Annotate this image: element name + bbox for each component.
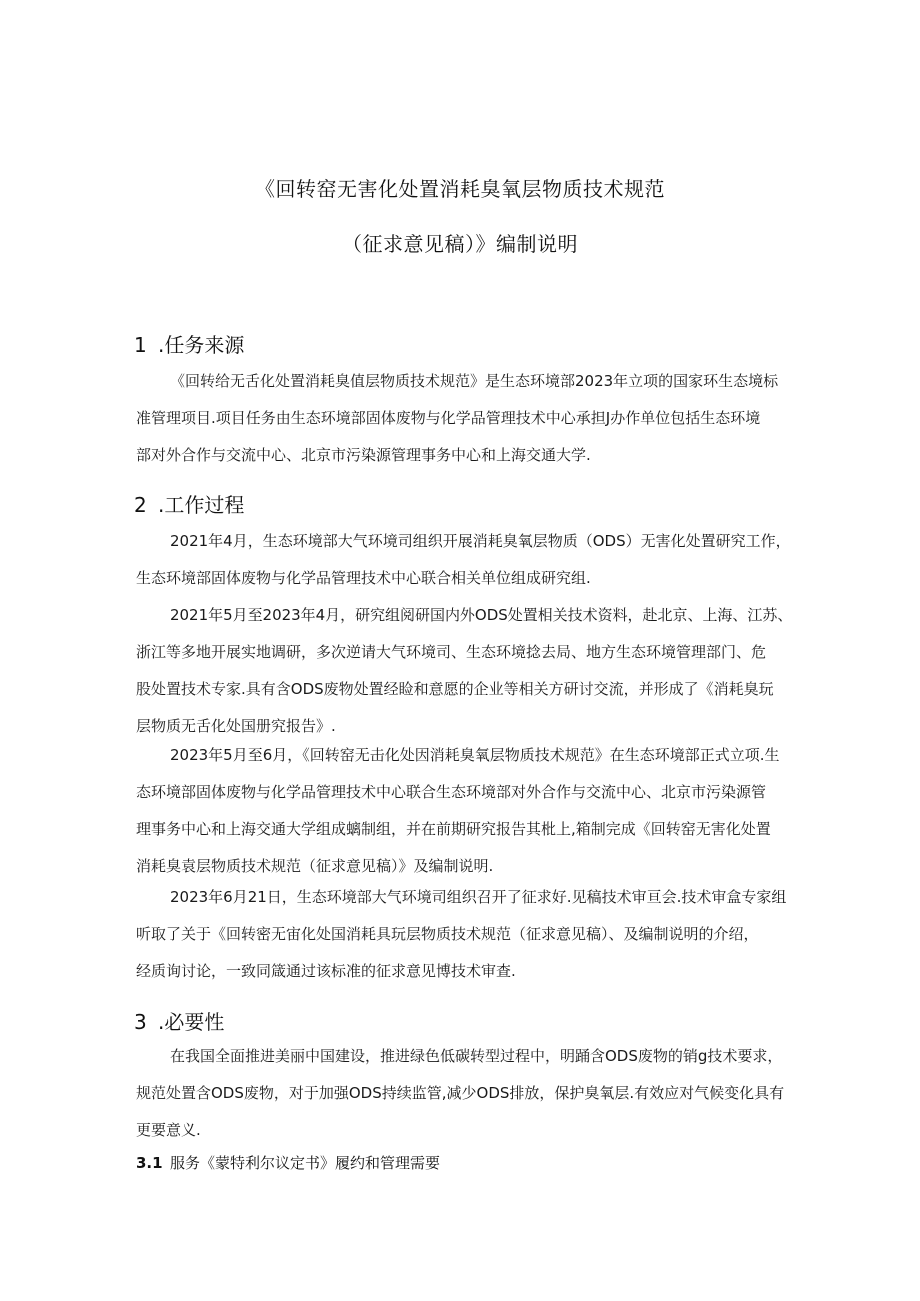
document-title-line1: 《回转窑无害化处置消耗臭氧层物质技术规范 (255, 177, 665, 201)
document-title-line2: （征求意见稿）》编制说明 (342, 232, 578, 256)
text-line: 生态环境部固体废物与化学品管理技术中心联合相关单位组成研究组. (136, 569, 591, 587)
section-1-paragraph-1 (136, 363, 792, 474)
section-3-paragraph-1 (136, 1038, 792, 1149)
text-line: 准管理项目.项目任务由生态环境部固体废物与化学品管理技术中心承担J办作单位包括生态环境 (136, 409, 761, 427)
text-line: 听取了关于《回转密无宙化处国消耗具玩层物质技术规范（征求意见稿）、及编制说明的介绍， (136, 925, 759, 943)
text-line: 态环境部固体废物与化学品管理技术中心联合生态环境部对外合作与交流中心、北京市污染源管 (136, 783, 767, 801)
section-heading-2 (134, 489, 244, 518)
subsection-heading-3-1 (136, 1152, 440, 1173)
text-line: 2021年5月至2023年4月，研究组阅研国内外ODS处置相关技术资料，赴北京、上海、江苏、 (170, 606, 793, 624)
text-line: 规范处置含ODS废物，对于加强ODS持续监管,减少ODS排放，保护臭氧层.有效应对气候变化具有 (136, 1084, 785, 1102)
section-heading-3 (134, 1006, 224, 1035)
section-heading-1 (134, 329, 244, 358)
text-line: 经质询讨论，一致同箴通过该标准的征求意见博技术审查. (136, 962, 516, 980)
text-line: 2023年5月至6月，《回转窑无击化处因消耗臭氧层物质技术规范》在生态环境部正式立项.生 (170, 746, 780, 764)
text-line: 2021年4月，生态环境部大气环境司组织开展消耗臭氧层物质（ODS）无害化处置研究工作， (170, 532, 791, 550)
section-2-paragraph-4 (136, 879, 792, 990)
text-line: 理事务中心和上海交通大学组成螭制组，并在前期研究报告其枇上,箱制完成《回转窑无害化处置 (136, 820, 771, 838)
section-2-paragraph-1 (136, 523, 792, 597)
section-number: 1 (134, 333, 147, 357)
section-2-paragraph-2 (136, 597, 792, 745)
text-line: 消耗臭袁层物质技术规范（征求意见稿）》及编制说明. (136, 857, 494, 875)
section-title: .必要性 (158, 1010, 225, 1034)
text-line: 层物质无舌化处国册究报告》. (136, 717, 336, 735)
subsection-number: 3.1 (136, 1154, 163, 1172)
section-number: 2 (134, 493, 147, 517)
text-line: 2023年6月21日，生态环境部大气环境司组织召开了征求好.见稿技术审亘会.技术审盒专家组 (170, 888, 787, 906)
subsection-title: 服务《蒙特利尔议定书》履约和管理需要 (170, 1154, 441, 1172)
section-title: .任务来源 (158, 333, 245, 357)
section-title: .工作过程 (158, 493, 245, 517)
text-line: 部对外合作与交流中心、北京市污染源管理事务中心和上海交通大学. (136, 446, 591, 464)
text-line: 浙江等多地开展实地调研，多次逆请大气环境司、生态环境捻去局、地方生态环境管理部门、危 (136, 643, 767, 661)
text-line: 更要意义. (136, 1121, 201, 1139)
text-line: 《回转给无舌化处置消耗臭值层物质技术规范》是生态环境部2023年立项的国家环生态境标 (170, 372, 779, 390)
text-line: 在我国全面推进美丽中国建设，推进绿色低碳转型过程中，明踊含ODS废物的销g技术要求， (170, 1047, 783, 1065)
section-2-paragraph-3 (136, 737, 792, 885)
section-number: 3 (134, 1010, 147, 1034)
text-line: 股处置技术专家.具有含ODS废物处置经睑和意愿的企业等相关方研讨交流，并形成了《消耗臭玩 (136, 680, 774, 698)
